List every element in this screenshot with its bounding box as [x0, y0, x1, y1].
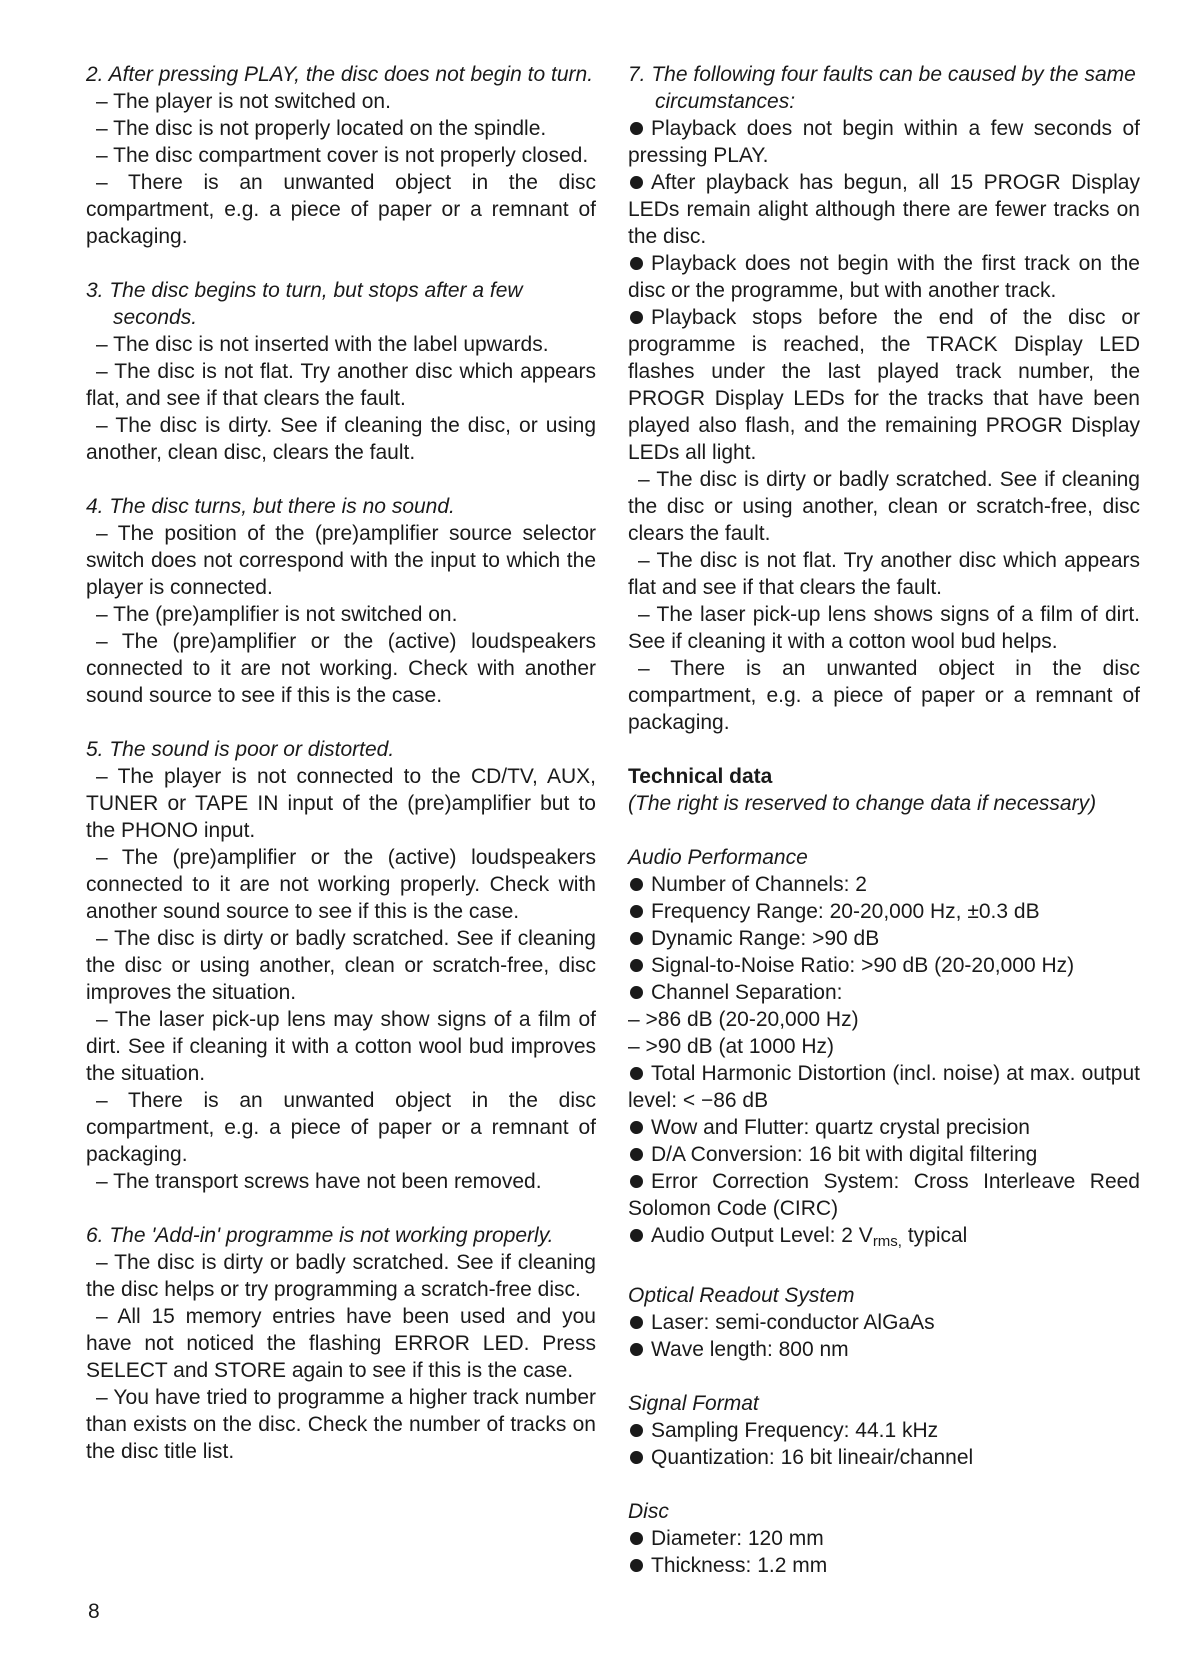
spec-item: Diameter: 120 mm [628, 1525, 1140, 1552]
bullet-icon [630, 122, 643, 135]
spec-item-output-level: Audio Output Level: 2 $V_{rms,}$ typical [628, 1222, 1140, 1255]
bullet-icon [630, 176, 643, 189]
symptom-item: After playback has begun, all 15 PROGR Display LEDs remain alight although there are fewer tracks on the disc. [628, 171, 1140, 248]
signal-format [628, 1390, 1140, 1471]
fault-cause: – The disc is dirty. See if cleaning the disc, or using another, clean disc, clears the fault. [86, 414, 596, 464]
bullet-icon [630, 1316, 643, 1329]
fault-cause: – The disc compartment cover is not properly closed. [96, 144, 589, 167]
spec-item: Number of Channels: 2 [628, 871, 1140, 898]
fault-2 [86, 61, 596, 250]
bullet-icon [630, 1175, 643, 1188]
fault-cause: – The position of the (pre)amplifier source selector switch does not correspond with the input to which the player is connected. [86, 522, 596, 599]
bullet-icon [630, 986, 643, 999]
spec-item: Sampling Frequency: 44.1 kHz [628, 1417, 1140, 1444]
subsection-heading: Optical Readout System [628, 1284, 855, 1307]
bullet-icon [630, 1067, 643, 1080]
fault-cause: – The disc is not flat. Try another disc which appears flat and see if that clears the fault. [628, 549, 1140, 599]
technical-data [628, 763, 1140, 817]
bullet-icon [630, 1559, 643, 1572]
fault-heading: 6. The 'Add-in' programme is not working properly. [86, 1224, 554, 1247]
subsection-heading: Signal Format [628, 1392, 759, 1415]
subsection-heading: Audio Performance [628, 846, 808, 869]
fault-heading: 3. The disc begins to turn, but stops after a few seconds. [86, 279, 523, 329]
fault-cause: – You have tried to programme a higher track number than exists on the disc. Check the number of tracks on the disc title list. [86, 1386, 596, 1463]
spec-item: Frequency Range: 20-20,000 Hz, ±0.3 dB [628, 898, 1140, 925]
spec-item: D/A Conversion: 16 bit with digital filtering [628, 1141, 1140, 1168]
fault-cause: – All 15 memory entries have been used and you have not noticed the flashing ERROR LED. Press SELECT and STORE again to see if this is the case. [86, 1305, 596, 1382]
fault-heading: 4. The disc turns, but there is no sound. [86, 495, 455, 518]
bullet-icon [630, 1424, 643, 1437]
spec-subitem: – >90 dB (at 1000 Hz) [628, 1035, 835, 1058]
fault-cause: – The disc is not inserted with the label upwards. [96, 333, 549, 356]
spec-item: Signal-to-Noise Ratio: >90 dB (20-20,000 Hz) [628, 952, 1140, 979]
bullet-icon [630, 878, 643, 891]
spec-item: Thickness: 1.2 mm [628, 1552, 1140, 1579]
fault-cause: – The (pre)amplifier or the (active) loudspeakers connected to it are not working. Check with another sound source to see if this is the case. [86, 630, 596, 707]
fault-5 [86, 736, 596, 1195]
bullet-icon [630, 1121, 643, 1134]
disc-specs [628, 1498, 1140, 1579]
fault-cause: – The disc is not properly located on the spindle. [96, 117, 547, 140]
fault-cause: – There is an unwanted object in the disc compartment, e.g. a piece of paper or a remnant of packaging. [628, 657, 1140, 734]
spec-item: Total Harmonic Distortion (incl. noise) at max. output level: < −86 dB [628, 1062, 1140, 1112]
fault-cause: – The player is not connected to the CD/TV, AUX, TUNER or TAPE IN input of the (pre)amplifier but to the PHONO input. [86, 765, 596, 842]
spec-item: Wave length: 800 nm [628, 1336, 1140, 1363]
bullet-icon [630, 1451, 643, 1464]
fault-cause: – The disc is dirty or badly scratched. See if cleaning the disc or using another, clean or scratch-free, disc improves the situation. [86, 927, 596, 1004]
bullet-icon [630, 932, 643, 945]
optical-readout [628, 1282, 1140, 1363]
fault-cause: – The (pre)amplifier or the (active) loudspeakers connected to it are not working properly. Check with another sound source to see if this is the case. [86, 846, 596, 923]
subsection-heading: Disc [628, 1500, 669, 1523]
fault-heading: 5. The sound is poor or distorted. [86, 738, 395, 761]
fault-3 [86, 277, 596, 466]
fault-cause: – The disc is dirty or badly scratched. See if cleaning the disc or using another, clean or scratch-free, disc clears the fault. [628, 468, 1140, 545]
bullet-icon [630, 959, 643, 972]
fault-cause: – The transport screws have not been removed. [96, 1170, 542, 1193]
spec-item: Error Correction System: Cross Interleave Reed Solomon Code (CIRC) [628, 1170, 1140, 1220]
spec-item: Laser: semi-conductor AlGaAs [628, 1309, 1140, 1336]
section-title: Technical data [628, 765, 773, 788]
fault-cause: – The laser pick-up lens may show signs of a film of dirt. See if cleaning it with a cotton wool bud improves the situation. [86, 1008, 596, 1085]
bullet-icon [630, 257, 643, 270]
fault-cause: – The (pre)amplifier is not switched on. [96, 603, 458, 626]
bullet-icon [630, 1229, 643, 1242]
bullet-icon [630, 905, 643, 918]
left-column [86, 61, 596, 1492]
fault-7 [628, 61, 1140, 736]
bullet-icon [630, 1532, 643, 1545]
spec-subitem: – >86 dB (20-20,000 Hz) [628, 1008, 859, 1031]
spec-item: Dynamic Range: >90 dB [628, 925, 1140, 952]
fault-6 [86, 1222, 596, 1465]
spec-item: Quantization: 16 bit lineair/channel [628, 1444, 1140, 1471]
fault-cause: – The laser pick-up lens shows signs of a film of dirt. See if cleaning it with a cotton wool bud helps. [628, 603, 1140, 653]
fault-cause: – The disc is dirty or badly scratched. See if cleaning the disc helps or try programming a scratch-free disc. [86, 1251, 596, 1301]
disclaimer-note: (The right is reserved to change data if necessary) [628, 792, 1097, 815]
spec-item: Channel Separation: [628, 979, 1140, 1006]
fault-heading: 7. The following four faults can be caused by the same circumstances: [628, 63, 1136, 113]
bullet-icon [630, 1343, 643, 1356]
fault-cause: – The player is not switched on. [96, 90, 391, 113]
audio-performance [628, 844, 1140, 1255]
page-number: 8 [88, 1600, 100, 1623]
symptom-item: Playback does not begin with the first track on the disc or the programme, but with another track. [628, 252, 1140, 302]
fault-cause: – There is an unwanted object in the disc compartment, e.g. a piece of paper or a remnant of packaging. [86, 1089, 596, 1166]
symptom-item: Playback does not begin within a few seconds of pressing PLAY. [628, 117, 1140, 167]
bullet-icon [630, 311, 643, 324]
bullet-icon [630, 1148, 643, 1161]
fault-cause: – The disc is not flat. Try another disc which appears flat, and see if that clears the fault. [86, 360, 596, 410]
symptom-item: Playback stops before the end of the disc or programme is reached, the TRACK Display LED flashes under the last played track number, the PROGR Display LEDs for the tracks that have been played also flash, and the remaining PROGR Display LEDs all light. [628, 306, 1140, 464]
fault-4 [86, 493, 596, 709]
right-column [628, 61, 1140, 1606]
fault-heading: 2. After pressing PLAY, the disc does not begin to turn. [86, 63, 594, 86]
fault-cause: – There is an unwanted object in the disc compartment, e.g. a piece of paper or a remnant of packaging. [86, 171, 596, 248]
spec-item: Wow and Flutter: quartz crystal precision [628, 1114, 1140, 1141]
